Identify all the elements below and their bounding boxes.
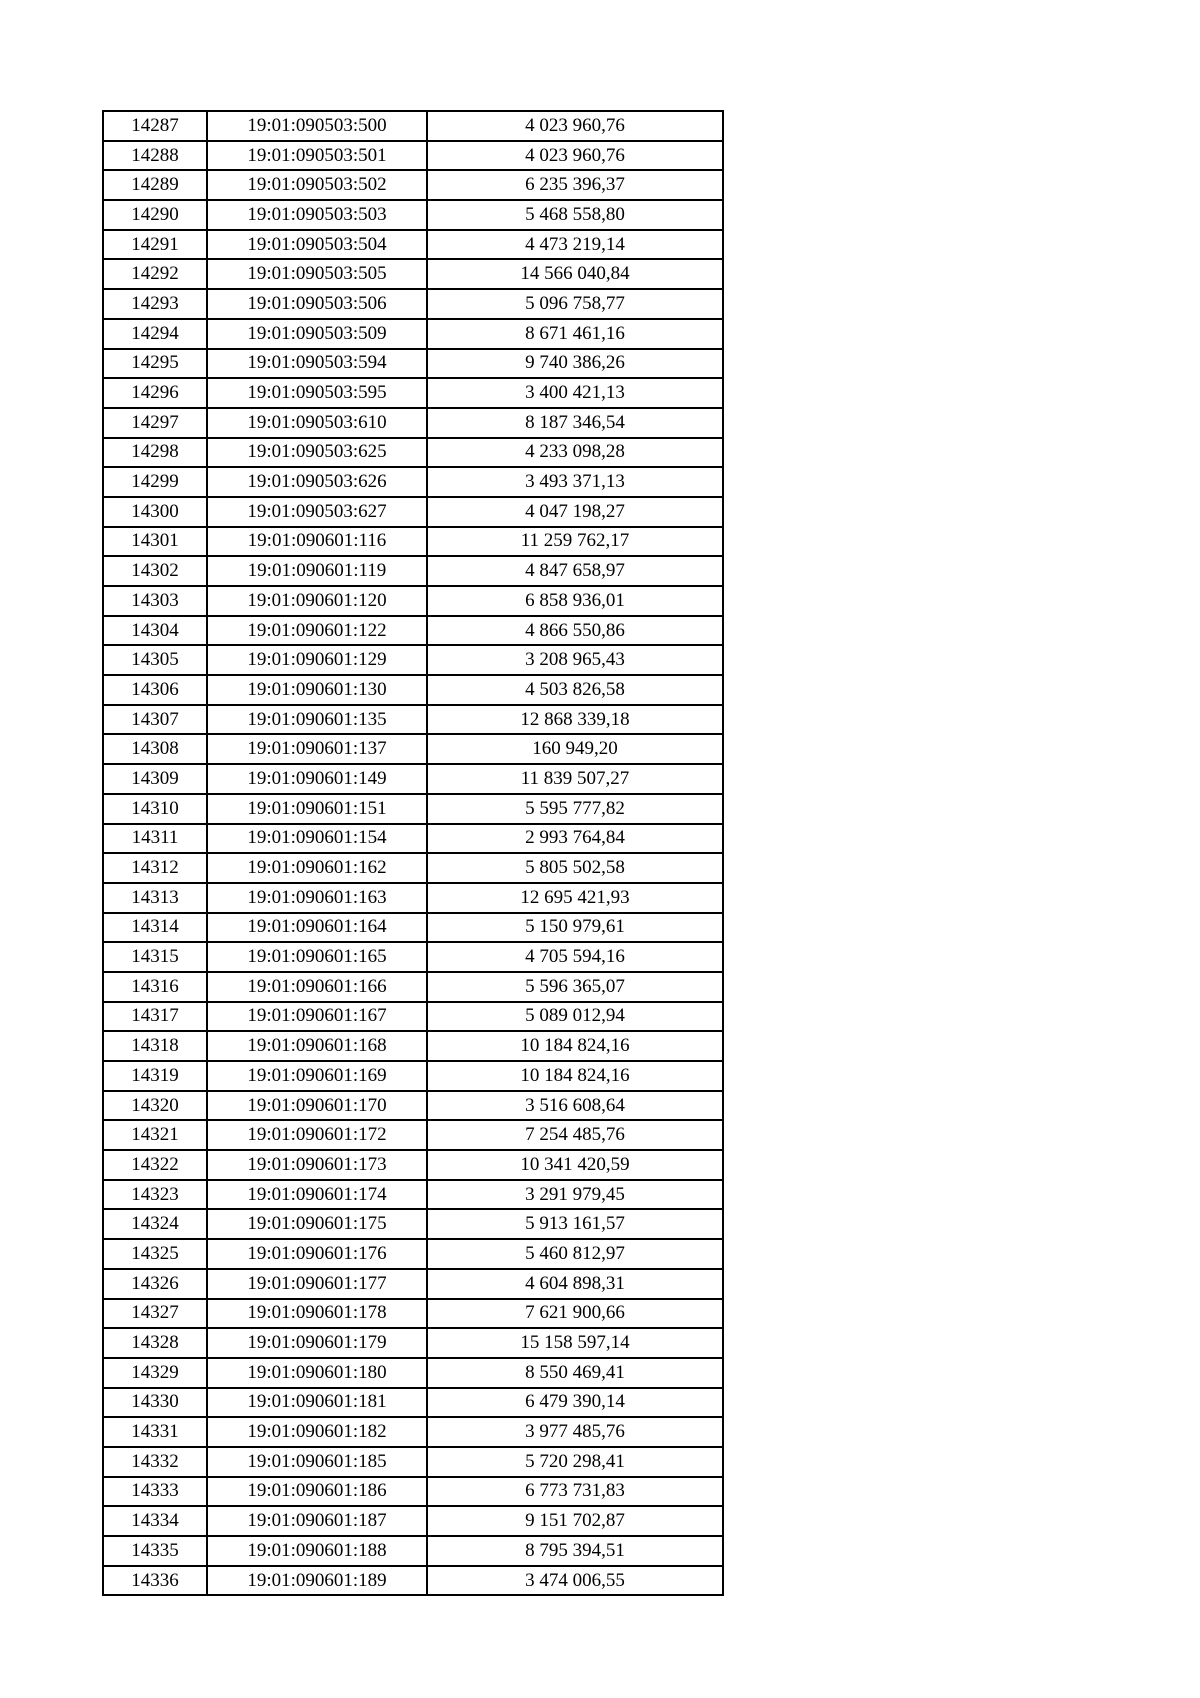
cadastral-number-cell: 19:01:090503:505 (207, 259, 427, 289)
cadastral-number-cell: 19:01:090601:135 (207, 705, 427, 735)
cadastral-number-cell: 19:01:090503:502 (207, 170, 427, 200)
cadastral-value-cell: 7 254 485,76 (427, 1120, 723, 1150)
cadastral-value-cell: 11 259 762,17 (427, 527, 723, 557)
row-number-cell: 14292 (103, 259, 207, 289)
table-row (103, 586, 723, 616)
row-number-cell: 14336 (103, 1566, 207, 1596)
table-row (103, 1536, 723, 1566)
cadastral-value-cell: 3 208 965,43 (427, 645, 723, 675)
cadastral-value-cell: 5 720 298,41 (427, 1447, 723, 1477)
cadastral-value-cell: 4 473 219,14 (427, 230, 723, 260)
cadastral-number-cell: 19:01:090601:166 (207, 972, 427, 1002)
row-number-cell: 14319 (103, 1061, 207, 1091)
table-row (103, 1417, 723, 1447)
row-number-cell: 14313 (103, 883, 207, 913)
row-number-cell: 14335 (103, 1536, 207, 1566)
cadastral-value-cell: 2 993 764,84 (427, 824, 723, 854)
row-number-cell: 14294 (103, 319, 207, 349)
table-row (103, 1209, 723, 1239)
cadastral-number-cell: 19:01:090601:154 (207, 824, 427, 854)
table-row (103, 616, 723, 646)
cadastral-value-cell: 5 468 558,80 (427, 200, 723, 230)
cadastral-value-cell: 160 949,20 (427, 734, 723, 764)
cadastral-value-cell: 5 089 012,94 (427, 1002, 723, 1032)
row-number-cell: 14304 (103, 616, 207, 646)
row-number-cell: 14306 (103, 675, 207, 705)
row-number-cell: 14320 (103, 1091, 207, 1121)
table-row (103, 1180, 723, 1210)
cadastral-number-cell: 19:01:090503:625 (207, 438, 427, 468)
cadastral-number-cell: 19:01:090601:137 (207, 734, 427, 764)
table-row (103, 230, 723, 260)
row-number-cell: 14305 (103, 645, 207, 675)
cadastral-number-cell: 19:01:090601:177 (207, 1269, 427, 1299)
table-row (103, 645, 723, 675)
cadastral-value-cell: 6 235 396,37 (427, 170, 723, 200)
row-number-cell: 14288 (103, 141, 207, 171)
row-number-cell: 14316 (103, 972, 207, 1002)
row-number-cell: 14291 (103, 230, 207, 260)
cadastral-value-cell: 8 795 394,51 (427, 1536, 723, 1566)
cadastral-number-cell: 19:01:090601:164 (207, 913, 427, 943)
cadastral-number-cell: 19:01:090601:180 (207, 1358, 427, 1388)
table-row (103, 1239, 723, 1269)
cadastral-value-cell: 4 023 960,76 (427, 141, 723, 171)
cadastral-number-cell: 19:01:090601:176 (207, 1239, 427, 1269)
cadastral-number-cell: 19:01:090601:187 (207, 1506, 427, 1536)
cadastral-number-cell: 19:01:090503:506 (207, 289, 427, 319)
table-row (103, 705, 723, 735)
table-row (103, 734, 723, 764)
table-row (103, 1120, 723, 1150)
table-row (103, 1447, 723, 1477)
cadastral-number-cell: 19:01:090601:167 (207, 1002, 427, 1032)
cadastral-number-cell: 19:01:090601:162 (207, 853, 427, 883)
cadastral-number-cell: 19:01:090503:509 (207, 319, 427, 349)
row-number-cell: 14333 (103, 1477, 207, 1507)
cadastral-value-cell: 5 596 365,07 (427, 972, 723, 1002)
cadastral-value-cell: 6 858 936,01 (427, 586, 723, 616)
row-number-cell: 14324 (103, 1209, 207, 1239)
row-number-cell: 14317 (103, 1002, 207, 1032)
table-row (103, 319, 723, 349)
table-row (103, 349, 723, 379)
table-row (103, 1150, 723, 1180)
cadastral-value-cell: 5 805 502,58 (427, 853, 723, 883)
cadastral-number-cell: 19:01:090503:595 (207, 378, 427, 408)
table-row (103, 1388, 723, 1418)
cadastral-value-cell: 11 839 507,27 (427, 764, 723, 794)
cadastral-number-cell: 19:01:090503:501 (207, 141, 427, 171)
table-row (103, 1061, 723, 1091)
row-number-cell: 14302 (103, 556, 207, 586)
row-number-cell: 14303 (103, 586, 207, 616)
row-number-cell: 14326 (103, 1269, 207, 1299)
cadastral-number-cell: 19:01:090503:626 (207, 467, 427, 497)
cadastral-number-cell: 19:01:090601:169 (207, 1061, 427, 1091)
row-number-cell: 14309 (103, 764, 207, 794)
table-row (103, 259, 723, 289)
cadastral-number-cell: 19:01:090601:172 (207, 1120, 427, 1150)
table-row (103, 883, 723, 913)
table-row (103, 942, 723, 972)
cadastral-number-cell: 19:01:090601:163 (207, 883, 427, 913)
row-number-cell: 14327 (103, 1299, 207, 1329)
table-row (103, 1091, 723, 1121)
cadastral-value-cell: 4 847 658,97 (427, 556, 723, 586)
cadastral-value-cell: 10 184 824,16 (427, 1031, 723, 1061)
row-number-cell: 14289 (103, 170, 207, 200)
table-row (103, 1269, 723, 1299)
cadastral-number-cell: 19:01:090601:129 (207, 645, 427, 675)
row-number-cell: 14293 (103, 289, 207, 319)
table-row (103, 853, 723, 883)
table-row (103, 1031, 723, 1061)
cadastral-number-cell: 19:01:090601:170 (207, 1091, 427, 1121)
table-row (103, 378, 723, 408)
row-number-cell: 14325 (103, 1239, 207, 1269)
cadastral-value-cell: 3 977 485,76 (427, 1417, 723, 1447)
cadastral-number-cell: 19:01:090503:503 (207, 200, 427, 230)
cadastral-number-cell: 19:01:090601:120 (207, 586, 427, 616)
table-row (103, 556, 723, 586)
table-row (103, 1566, 723, 1596)
cadastral-number-cell: 19:01:090601:174 (207, 1180, 427, 1210)
table-row (103, 170, 723, 200)
cadastral-number-cell: 19:01:090601:116 (207, 527, 427, 557)
table-row (103, 289, 723, 319)
cadastral-value-cell: 3 400 421,13 (427, 378, 723, 408)
cadastral-value-cell: 15 158 597,14 (427, 1328, 723, 1358)
row-number-cell: 14290 (103, 200, 207, 230)
cadastral-number-cell: 19:01:090601:188 (207, 1536, 427, 1566)
cadastral-value-cell: 6 773 731,83 (427, 1477, 723, 1507)
row-number-cell: 14328 (103, 1328, 207, 1358)
cadastral-value-cell: 14 566 040,84 (427, 259, 723, 289)
table-row (103, 1506, 723, 1536)
cadastral-value-cell: 9 740 386,26 (427, 349, 723, 379)
cadastral-value-cell: 8 550 469,41 (427, 1358, 723, 1388)
cadastral-value-cell: 8 187 346,54 (427, 408, 723, 438)
cadastral-number-cell: 19:01:090601:182 (207, 1417, 427, 1447)
cadastral-number-cell: 19:01:090601:165 (207, 942, 427, 972)
table-row (103, 467, 723, 497)
table-row (103, 1299, 723, 1329)
row-number-cell: 14312 (103, 853, 207, 883)
row-number-cell: 14334 (103, 1506, 207, 1536)
row-number-cell: 14329 (103, 1358, 207, 1388)
row-number-cell: 14318 (103, 1031, 207, 1061)
table-row (103, 527, 723, 557)
table-row (103, 972, 723, 1002)
cadastral-number-cell: 19:01:090601:173 (207, 1150, 427, 1180)
row-number-cell: 14308 (103, 734, 207, 764)
table-row (103, 200, 723, 230)
cadastral-value-cell: 5 913 161,57 (427, 1209, 723, 1239)
cadastral-value-cell: 3 291 979,45 (427, 1180, 723, 1210)
table-row (103, 824, 723, 854)
cadastral-number-cell: 19:01:090601:178 (207, 1299, 427, 1329)
row-number-cell: 14297 (103, 408, 207, 438)
cadastral-value-table (102, 110, 724, 1596)
table-row (103, 913, 723, 943)
cadastral-value-cell: 6 479 390,14 (427, 1388, 723, 1418)
row-number-cell: 14287 (103, 111, 207, 141)
row-number-cell: 14298 (103, 438, 207, 468)
cadastral-number-cell: 19:01:090601:122 (207, 616, 427, 646)
table-row (103, 141, 723, 171)
row-number-cell: 14332 (103, 1447, 207, 1477)
table-row (103, 1477, 723, 1507)
table-row (103, 764, 723, 794)
cadastral-number-cell: 19:01:090503:500 (207, 111, 427, 141)
cadastral-number-cell: 19:01:090503:594 (207, 349, 427, 379)
cadastral-number-cell: 19:01:090601:149 (207, 764, 427, 794)
row-number-cell: 14322 (103, 1150, 207, 1180)
cadastral-number-cell: 19:01:090601:175 (207, 1209, 427, 1239)
cadastral-value-cell: 5 595 777,82 (427, 794, 723, 824)
table-row (103, 497, 723, 527)
cadastral-value-cell: 12 695 421,93 (427, 883, 723, 913)
row-number-cell: 14307 (103, 705, 207, 735)
cadastral-value-cell: 4 604 898,31 (427, 1269, 723, 1299)
table-row (103, 438, 723, 468)
row-number-cell: 14330 (103, 1388, 207, 1418)
table-row (103, 1358, 723, 1388)
cadastral-value-cell: 4 503 826,58 (427, 675, 723, 705)
row-number-cell: 14315 (103, 942, 207, 972)
cadastral-value-cell: 4 705 594,16 (427, 942, 723, 972)
row-number-cell: 14321 (103, 1120, 207, 1150)
cadastral-value-cell: 12 868 339,18 (427, 705, 723, 735)
row-number-cell: 14299 (103, 467, 207, 497)
row-number-cell: 14296 (103, 378, 207, 408)
cadastral-number-cell: 19:01:090601:185 (207, 1447, 427, 1477)
table-row (103, 1328, 723, 1358)
row-number-cell: 14301 (103, 527, 207, 557)
cadastral-value-cell: 3 516 608,64 (427, 1091, 723, 1121)
cadastral-number-cell: 19:01:090601:151 (207, 794, 427, 824)
row-number-cell: 14323 (103, 1180, 207, 1210)
cadastral-value-cell: 8 671 461,16 (427, 319, 723, 349)
table-row (103, 794, 723, 824)
cadastral-number-cell: 19:01:090601:119 (207, 556, 427, 586)
cadastral-number-cell: 19:01:090601:186 (207, 1477, 427, 1507)
cadastral-value-cell: 7 621 900,66 (427, 1299, 723, 1329)
cadastral-number-cell: 19:01:090601:168 (207, 1031, 427, 1061)
cadastral-number-cell: 19:01:090503:504 (207, 230, 427, 260)
table-row (103, 1002, 723, 1032)
cadastral-value-cell: 3 474 006,55 (427, 1566, 723, 1596)
row-number-cell: 14310 (103, 794, 207, 824)
cadastral-value-cell: 4 233 098,28 (427, 438, 723, 468)
table-row (103, 675, 723, 705)
cadastral-value-cell: 5 096 758,77 (427, 289, 723, 319)
cadastral-value-cell: 4 047 198,27 (427, 497, 723, 527)
cadastral-number-cell: 19:01:090601:130 (207, 675, 427, 705)
table-row (103, 408, 723, 438)
cadastral-value-cell: 4 023 960,76 (427, 111, 723, 141)
cadastral-value-cell: 10 184 824,16 (427, 1061, 723, 1091)
cadastral-value-cell: 10 341 420,59 (427, 1150, 723, 1180)
cadastral-number-cell: 19:01:090601:179 (207, 1328, 427, 1358)
cadastral-value-cell: 5 460 812,97 (427, 1239, 723, 1269)
cadastral-number-cell: 19:01:090503:610 (207, 408, 427, 438)
row-number-cell: 14314 (103, 913, 207, 943)
cadastral-number-cell: 19:01:090601:181 (207, 1388, 427, 1418)
cadastral-value-cell: 4 866 550,86 (427, 616, 723, 646)
row-number-cell: 14311 (103, 824, 207, 854)
table-row (103, 111, 723, 141)
cadastral-number-cell: 19:01:090503:627 (207, 497, 427, 527)
cadastral-value-cell: 9 151 702,87 (427, 1506, 723, 1536)
cadastral-value-cell: 5 150 979,61 (427, 913, 723, 943)
row-number-cell: 14331 (103, 1417, 207, 1447)
table-body (103, 111, 723, 1595)
row-number-cell: 14300 (103, 497, 207, 527)
row-number-cell: 14295 (103, 349, 207, 379)
cadastral-number-cell: 19:01:090601:189 (207, 1566, 427, 1596)
cadastral-value-cell: 3 493 371,13 (427, 467, 723, 497)
